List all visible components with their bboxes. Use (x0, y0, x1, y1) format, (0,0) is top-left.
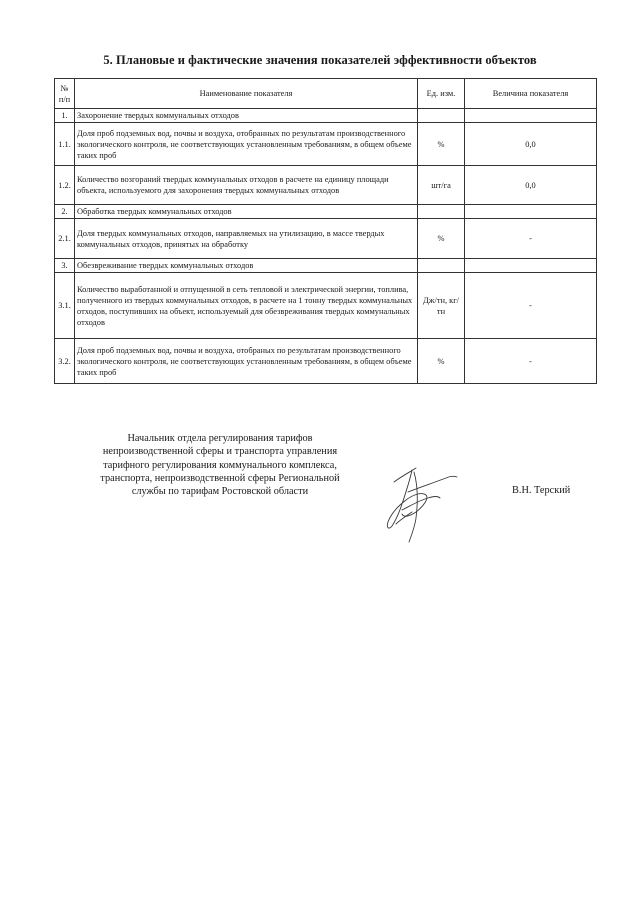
row-name: Обработка твердых коммунальных отходов (75, 205, 418, 219)
indicators-table (54, 78, 597, 384)
row-name: Количество возгораний твердых коммунальных отходов в расчете на единицу площади объекта, используемого для захоронения твердых коммунальных отходов (75, 166, 418, 205)
table-header-row (55, 79, 597, 109)
row-num: 3.2. (55, 339, 75, 384)
table-row (55, 205, 597, 219)
row-num: 1. (55, 109, 75, 123)
row-unit (418, 205, 465, 219)
row-value (465, 205, 597, 219)
position-line: транспорта, непроизводственной сферы Региональной (100, 472, 340, 484)
table-row (55, 259, 597, 273)
table-row (55, 166, 597, 205)
row-unit: % (418, 123, 465, 166)
row-num: 1.2. (55, 166, 75, 205)
row-unit: Дж/тн, кг/тн (418, 273, 465, 339)
row-num: 3.1. (55, 273, 75, 339)
row-num: 2. (55, 205, 75, 219)
row-value: - (465, 219, 597, 259)
table-row (55, 109, 597, 123)
row-value: - (465, 273, 597, 339)
table-row (55, 219, 597, 259)
row-name: Обезвреживание твердых коммунальных отходов (75, 259, 418, 273)
signer-position (70, 432, 370, 498)
row-value: 0,0 (465, 123, 597, 166)
position-line: Начальник отдела регулирования тарифов (127, 433, 313, 444)
header-unit: Ед. изм. (418, 79, 465, 109)
row-value (465, 109, 597, 123)
row-name: Доля проб подземных вод, почвы и воздуха, отобраных по результатам производственного экологического контроля, не соответствующих установленным требованиям, в общем объеме таких проб (75, 339, 418, 384)
position-line: службы по тарифам Ростовской области (131, 486, 309, 498)
row-unit: шт/га (418, 166, 465, 205)
row-name: Количество выработанной и отпущенной в сеть тепловой и электрической энергии, топлива, полученного из твердых коммунальных отходов, в расчете на 1 тонну твердых коммунальных отходов, поступивших на объект, используемый для обезвреживания твердых коммунальных отходов (75, 273, 418, 339)
row-name: Доля твердых коммунальных отходов, направляемых на утилизацию, в массе твердых коммунальных отходов, принятых на обработку (75, 219, 418, 259)
row-value: 0,0 (465, 166, 597, 205)
position-line: тарифного регулирования коммунального комплекса, (103, 459, 337, 471)
row-value (465, 259, 597, 273)
row-value: - (465, 339, 597, 384)
row-num: 3. (55, 259, 75, 273)
row-name: Доля проб подземных вод, почвы и воздуха, отобранных по результатам производственного экологического контроля, не соответствующих установленным требованиям, в общем объеме таких проб (75, 123, 418, 166)
page-title: 5. Плановые и фактические значения показателей эффективности объектов (103, 53, 537, 67)
header-num: № п/п (55, 79, 75, 109)
row-name: Захоронение твердых коммунальных отходов (75, 109, 418, 123)
row-unit (418, 109, 465, 123)
row-unit: % (418, 219, 465, 259)
table-row (55, 123, 597, 166)
header-value: Величина показателя (465, 79, 597, 109)
row-num: 1.1. (55, 123, 75, 166)
header-name: Наименование показателя (75, 79, 418, 109)
row-unit: % (418, 339, 465, 384)
row-num: 2.1. (55, 219, 75, 259)
row-unit (418, 259, 465, 273)
signer-name: В.Н. Терский (512, 485, 571, 496)
table-row (55, 339, 597, 384)
table-row (55, 273, 597, 339)
position-line: непроизводственной сферы и транспорта управления (102, 446, 338, 458)
handwritten-signature (372, 462, 460, 546)
